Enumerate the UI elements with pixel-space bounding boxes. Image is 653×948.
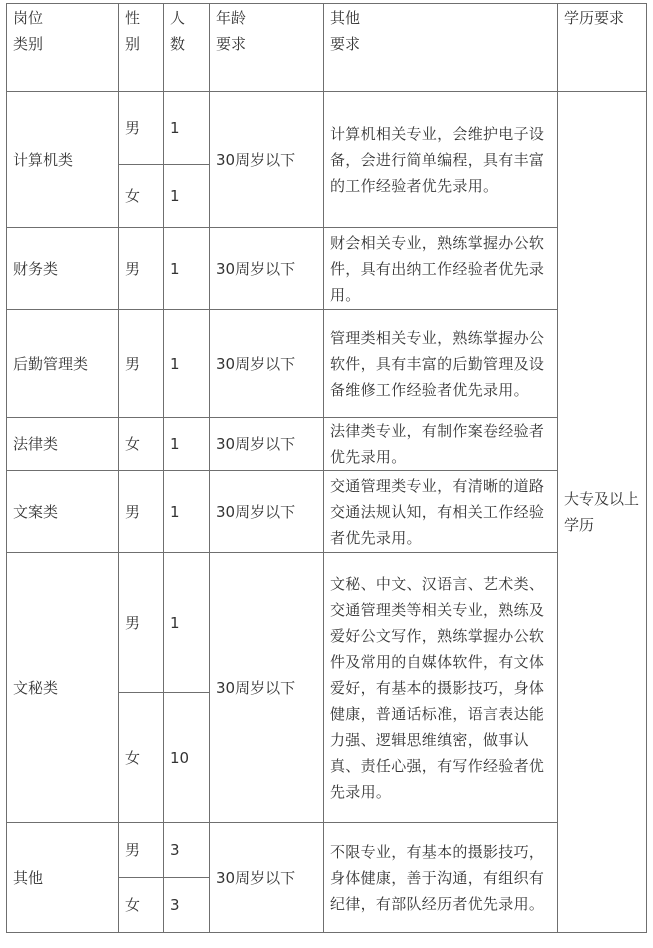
header-age: 年龄 要求 (210, 4, 324, 92)
requirements-cell: 交通管理类专业，有清晰的道路交通法规认知，有相关工作经验者优先录用。 (324, 471, 558, 553)
category-cell: 后勤管理类 (7, 310, 119, 418)
count-cell: 1 (164, 165, 210, 228)
header-count: 人 数 (164, 4, 210, 92)
count-cell: 1 (164, 310, 210, 418)
count-cell: 3 (164, 823, 210, 878)
category-cell: 文案类 (7, 471, 119, 553)
recruitment-table (6, 3, 647, 933)
gender-cell: 男 (119, 92, 164, 165)
category-cell: 其他 (7, 823, 119, 933)
requirements-cell: 计算机相关专业，会维护电子设备，会进行简单编程，具有丰富的工作经验者优先录用。 (324, 92, 558, 228)
category-cell: 计算机类 (7, 92, 119, 228)
gender-cell: 女 (119, 878, 164, 933)
count-cell: 1 (164, 228, 210, 310)
category-cell: 文秘类 (7, 553, 119, 823)
age-cell: 30周岁以下 (210, 553, 324, 823)
gender-cell: 女 (119, 418, 164, 471)
count-cell: 3 (164, 878, 210, 933)
count-cell: 10 (164, 693, 210, 823)
age-cell: 30周岁以下 (210, 823, 324, 933)
requirements-cell: 文秘、中文、汉语言、艺术类、交通管理类等相关专业，熟练及爱好公文写作，熟练掌握办公软件及常用的自媒体软件，有文体爱好，有基本的摄影技巧，身体健康，普通话标准，语言表达能力强、逻辑思维缜密，做事认真、责任心强，有写作经验者优先录用。 (324, 553, 558, 823)
table-row (7, 418, 647, 471)
gender-cell: 女 (119, 165, 164, 228)
gender-cell: 男 (119, 310, 164, 418)
education-cell: 大专及以上学历 (558, 92, 647, 933)
table-row (7, 228, 647, 310)
header-education: 学历要求 (558, 4, 647, 92)
table-row (7, 471, 647, 553)
category-cell: 财务类 (7, 228, 119, 310)
header-row (7, 4, 647, 92)
age-cell: 30周岁以下 (210, 471, 324, 553)
requirements-cell: 财会相关专业，熟练掌握办公软件，具有出纳工作经验者优先录用。 (324, 228, 558, 310)
requirements-cell: 法律类专业，有制作案卷经验者优先录用。 (324, 418, 558, 471)
gender-cell: 女 (119, 693, 164, 823)
gender-cell: 男 (119, 471, 164, 553)
table-row (7, 823, 647, 878)
age-cell: 30周岁以下 (210, 310, 324, 418)
header-other-requirements: 其他 要求 (324, 4, 558, 92)
gender-cell: 男 (119, 228, 164, 310)
requirements-cell: 不限专业，有基本的摄影技巧，身体健康，善于沟通，有组织有纪律，有部队经历者优先录用。 (324, 823, 558, 933)
age-cell: 30周岁以下 (210, 418, 324, 471)
table-row (7, 310, 647, 418)
gender-cell: 男 (119, 823, 164, 878)
category-cell: 法律类 (7, 418, 119, 471)
gender-cell: 男 (119, 553, 164, 693)
header-gender: 性 别 (119, 4, 164, 92)
age-cell: 30周岁以下 (210, 228, 324, 310)
header-category: 岗位 类别 (7, 4, 119, 92)
count-cell: 1 (164, 92, 210, 165)
count-cell: 1 (164, 553, 210, 693)
requirements-cell: 管理类相关专业，熟练掌握办公软件，具有丰富的后勤管理及设备维修工作经验者优先录用。 (324, 310, 558, 418)
age-cell: 30周岁以下 (210, 92, 324, 228)
count-cell: 1 (164, 471, 210, 553)
count-cell: 1 (164, 418, 210, 471)
table-row (7, 92, 647, 165)
table-row (7, 553, 647, 693)
